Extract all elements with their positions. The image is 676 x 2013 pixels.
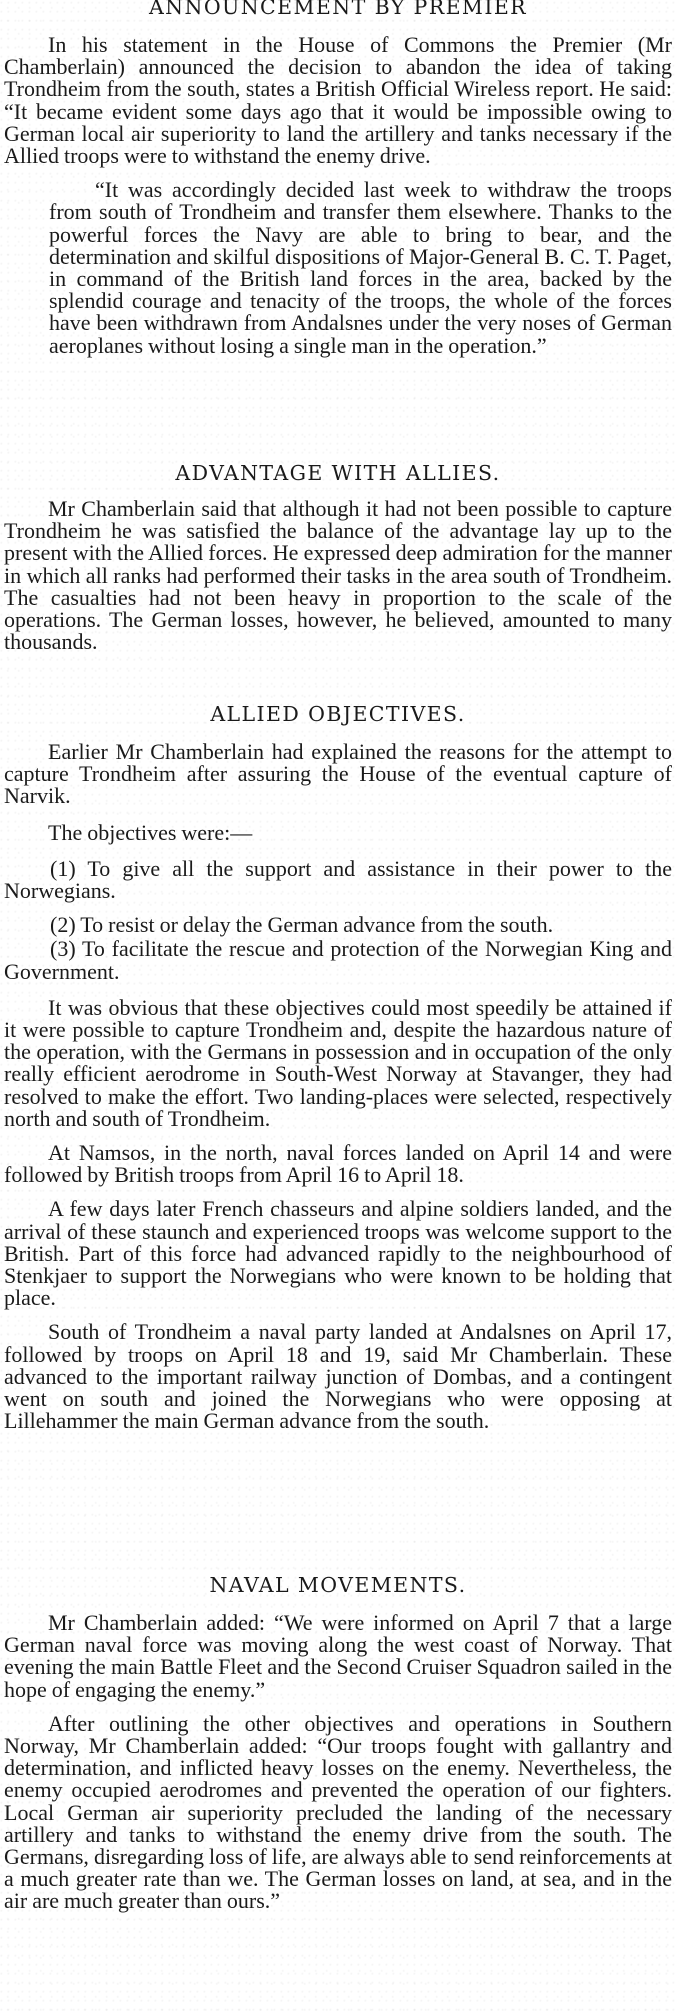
list-item: (3) To facilitate the rescue and protection of the Norwegian King and Government. (4, 936, 672, 984)
paragraph: Mr Chamberlain said that although it had not been possible to capture Trondheim he was satisfied the balance of the advantage lay up to the present with the Allied forces. He expressed deep admiration for the manner in which all ranks had performed their tasks in the area south of Trondheim. The casualties had not been heavy in proportion to the scale of the operations. The German losses, however, he believed, amounted to many thousands. (4, 496, 672, 655)
paragraph: A few days later French chasseurs and alpine soldiers landed, and the arrival of these staunch and experienced troops was welcome support to the British. Part of this force had advanced rapidly to the neighbourhood of Stenkjaer to support the Norwegians who were known to be holding that place. (4, 1196, 672, 1311)
section-objectives (4, 701, 672, 1432)
section-heading: NAVAL MOVEMENTS. (209, 1573, 467, 1597)
section-heading: ALLIED OBJECTIVES. (210, 702, 466, 726)
paragraph: “It was accordingly decided last week to withdraw the troops from south of Trondheim and transfer them elsewhere. Thanks to the powerful forces the Navy are able to bring to bear, and the determination and skilful dispositions of Major-General B. C. T. Paget, in command of the British land forces in the area, backed by the splendid courage and tenacity of the troops, the whole of the forces have been withdrawn from Andalsnes under the very noses of German aeroplanes without losing a single man in the operation.” (49, 177, 672, 358)
section-heading: ANNOUNCEMENT BY PREMIER (148, 0, 528, 19)
paragraph: In his statement in the House of Commons the Premier (Mr Chamberlain) announced the decision to abandon the idea of taking Trondheim from the south, states a British Official Wireless report. He said: “It became evident some days ago that it would be impossible owing to German local air superiority to land the artillery and tanks necessary if the Allied troops were to withstand the enemy drive. (4, 32, 672, 169)
list-item: (2) To resist or delay the German advance from the south. (50, 912, 554, 938)
objectives-stack (4, 914, 672, 983)
paragraph: Mr Chamberlain added: “We were informed on April 7 that a large German naval force was moving along the west coast of Norway. That evening the main Battle Fleet and the Second Cruiser Squadron sailed in the hope of engaging the enemy.” (4, 1610, 672, 1702)
section-advantage (4, 460, 672, 653)
section-naval (4, 1572, 672, 1913)
section-announcement (4, 0, 672, 357)
paragraph: The objectives were:— (48, 819, 253, 845)
list-item: (1) To give all the support and assistance in their power to the Norwegians. (4, 855, 672, 904)
section-heading: ADVANTAGE WITH ALLIES. (175, 461, 501, 485)
paragraph: Earlier Mr Chamberlain had explained the reasons for the attempt to capture Trondheim after assuring the House of the eventual capture of Narvik. (4, 739, 672, 809)
paragraph: It was obvious that these objectives could most speedily be attained if it were possible to capture Trondheim and, despite the hazardous nature of the operation, with the Germans in possession and in occupation of the only really efficient aerodrome in South-West Norway at Stavanger, they had resolved to make the effort. Two landing-places were selected, respectively north and south of Trondheim. (4, 994, 672, 1131)
paragraph: South of Trondheim a naval party landed at Andalsnes on April 17, followed by troops on April 18 and 19, said Mr Chamberlain. These advanced to the important railway junction of Dombas, and a contingent went on south and joined the Norwegians who were opposing at Lillehammer the main German advance from the south. (4, 1319, 672, 1434)
paragraph: At Namsos, in the north, naval forces landed on April 14 and were followed by British troops from April 16 to April 18. (4, 1140, 672, 1188)
paragraph: After outlining the other objectives and operations in Southern Norway, Mr Chamberlain added: “Our troops fought with gallantry and determination, and inflicted heavy losses on the enemy. Nevertheless, the enemy occupied aerodromes and prevented the operation of our fighters. Local German air superiority precluded the landing of the necessary artillery and tanks to withstand the enemy drive from the south. The Germans, disregarding loss of life, are always able to send reinforcements at a much greater rate than we. The German losses on land, at sea, and in the air are much greater than ours.” (4, 1710, 672, 1914)
